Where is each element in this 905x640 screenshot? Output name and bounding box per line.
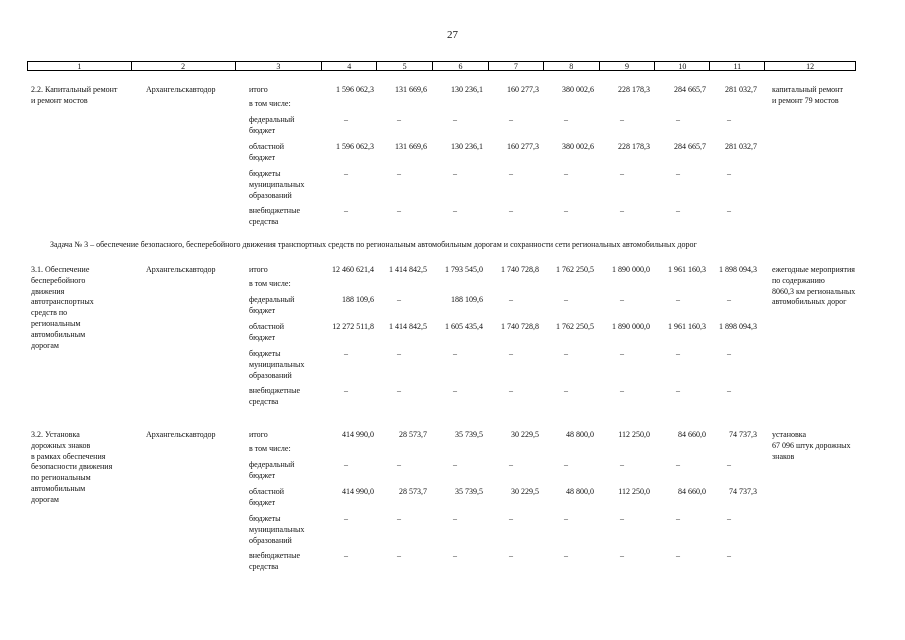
row-extra-dash: – [620,386,624,395]
section-2-name-line: средств по [31,308,68,318]
column-header-5: 5 [377,62,433,70]
row-label-municipal-line: бюджеты [249,169,281,178]
row-municipal-dash: – [509,349,513,358]
row-extra-dash: – [344,551,348,560]
row-municipal-dash: – [509,169,513,178]
row-total-value: 30 229,5 [511,430,539,439]
column-header-10: 10 [655,62,710,70]
row-extra-dash: – [397,551,401,560]
row-label-municipal-line: образований [249,190,292,200]
row-label-regional-line: областной [249,142,285,151]
row-label-extra-line: внебюджетные [249,206,300,215]
section-1-name-line: 2.2. Капитальный ремонт [31,85,118,94]
task-3-heading: Задача № 3 – обеспечение безопасного, бесперебойного движения транспортных средств по региональным автомобильным дорогам и сохранности сети региональных автомобильных дорог [50,240,697,249]
row-label-municipal-line: образований [249,535,292,545]
section-3-executor: Архангельскавтодор [146,430,216,439]
column-header-12: 12 [806,62,815,71]
row-federal-dash: – [509,115,513,124]
row-total-value: 74 737,3 [729,430,757,439]
row-total-value: 281 032,7 [725,85,757,94]
row-label-total: итого [249,265,268,274]
row-total-value: 112 250,0 [618,430,650,439]
row-municipal-dash: – [564,169,568,178]
row-municipal-dash: – [676,169,680,178]
section-2-executor: Архангельскавтодор [146,265,216,274]
section-3-name-line: дорогам [31,494,59,504]
row-label-municipal-line: муниципальных [249,524,305,534]
row-label-federal-line: бюджет [249,305,276,315]
row-total-value: 1 793 545,0 [445,265,483,274]
section-3-name-line: в рамках обеспечения [31,451,106,461]
row-municipal-dash: – [344,169,348,178]
row-regional-value: 112 250,0 [618,487,650,496]
column-header-3: 3 [236,62,323,70]
row-extra-dash: – [676,206,680,215]
row-label-federal-line: бюджет [249,470,276,480]
row-total-value: 1 961 160,3 [668,265,706,274]
row-regional-value: 28 573,7 [399,487,427,496]
section-2-name-line: региональным [31,319,81,328]
section-2-result-line: автомобильных дорог [772,297,847,307]
row-federal-dash: – [620,295,624,304]
column-header-2: 2 [132,62,236,70]
section-2-result-line: по содержанию [772,275,825,285]
row-extra-dash: – [676,551,680,560]
row-total-value: 12 460 621,4 [332,265,374,274]
row-municipal-dash: – [397,514,401,523]
row-federal-dash: – [620,460,624,469]
row-label-extra-line: внебюджетные [249,551,300,560]
row-regional-value: 35 739,5 [455,487,483,496]
row-federal-dash: – [509,295,513,304]
row-federal-dash: – [397,295,401,304]
row-municipal-dash: – [453,349,457,358]
row-total-value: 1 414 842,5 [389,265,427,274]
row-extra-dash: – [564,386,568,395]
row-label-regional-line: бюджет [249,332,276,342]
section-2-name-line: движения [31,286,65,296]
row-label-extra-line: средства [249,561,279,571]
row-extra-dash: – [344,206,348,215]
row-municipal-dash: – [620,349,624,358]
row-label-including: в том числе: [249,99,291,108]
row-label-extra-line: средства [249,396,279,406]
row-extra-dash: – [620,551,624,560]
row-label-regional-line: бюджет [249,152,276,162]
row-municipal-dash: – [453,514,457,523]
row-federal-dash: – [453,115,457,124]
row-extra-dash: – [509,551,513,560]
row-federal-dash: – [397,115,401,124]
section-3-result-line: знаков [772,451,795,461]
row-federal-value: 188 109,6 [342,295,374,304]
row-municipal-dash: – [676,349,680,358]
row-total-value: 1 596 062,3 [336,85,374,94]
row-total-value: 84 660,0 [678,430,706,439]
row-label-regional-line: бюджет [249,497,276,507]
row-total-value: 131 669,6 [395,85,427,94]
row-regional-value: 48 800,0 [566,487,594,496]
row-label-extra-line: внебюджетные [249,386,300,395]
section-3-name-line: дорожных знаков [31,440,91,450]
section-2-name-line: 3.1. Обеспечение [31,265,90,274]
row-extra-dash: – [453,386,457,395]
section-2-name-line: автотранспортных [31,297,94,307]
row-label-municipal-line: образований [249,370,292,380]
row-label-total: итого [249,85,268,94]
section-3-name-line: по региональным [31,473,91,483]
row-extra-dash: – [620,206,624,215]
row-municipal-dash: – [564,514,568,523]
row-extra-dash: – [509,206,513,215]
row-regional-value: 74 737,3 [729,487,757,496]
row-regional-value: 131 669,6 [395,142,427,151]
row-total-value: 130 236,1 [451,85,483,94]
section-2-name-line: бесперебойного [31,275,86,285]
row-total-value: 380 002,6 [562,85,594,94]
row-regional-value: 130 236,1 [451,142,483,151]
row-extra-dash: – [397,206,401,215]
row-extra-dash: – [344,386,348,395]
row-federal-dash: – [344,115,348,124]
row-regional-value: 1 740 728,8 [501,322,539,331]
row-federal-dash: – [620,115,624,124]
row-federal-dash: – [509,460,513,469]
row-total-value: 1 890 000,0 [612,265,650,274]
row-municipal-dash: – [727,514,731,523]
column-header-11: 11 [710,62,765,70]
row-total-value: 48 800,0 [566,430,594,439]
section-3-result-line: установка [772,430,807,439]
row-regional-value: 30 229,5 [511,487,539,496]
row-total-value: 228 178,3 [618,85,650,94]
row-extra-dash: – [676,386,680,395]
row-label-regional-line: областной [249,322,285,331]
row-label-federal-line: бюджет [249,125,276,135]
row-total-value: 1 762 250,5 [556,265,594,274]
column-header-row [27,61,856,71]
section-3-name-line: безопасности движения [31,462,113,472]
row-label-total: итого [249,430,268,439]
row-regional-value: 1 890 000,0 [612,322,650,331]
row-regional-value: 414 990,0 [342,487,374,496]
row-federal-dash: – [676,460,680,469]
column-header-9: 9 [600,62,656,70]
row-regional-value: 1 414 842,5 [389,322,427,331]
row-total-value: 35 739,5 [455,430,483,439]
row-label-federal-line: федеральный [249,295,295,304]
row-total-value: 1 740 728,8 [501,265,539,274]
row-regional-value: 284 665,7 [674,142,706,151]
row-federal-dash: – [727,115,731,124]
row-federal-dash: – [676,115,680,124]
row-municipal-dash: – [727,169,731,178]
row-regional-value: 281 032,7 [725,142,757,151]
row-extra-dash: – [564,206,568,215]
row-municipal-dash: – [727,349,731,358]
row-total-value: 284 665,7 [674,85,706,94]
row-municipal-dash: – [620,514,624,523]
section-1-result-line: капитальный ремонт [772,85,843,94]
column-header-6: 6 [433,62,489,70]
row-regional-value: 160 277,3 [507,142,539,151]
section-2-result-line: 8060,3 км региональных [772,286,856,296]
section-3-name-line: 3.2. Установка [31,430,80,439]
section-3-result-line: 67 096 штук дорожных [772,440,851,450]
row-regional-value: 380 002,6 [562,142,594,151]
row-federal-dash: – [727,295,731,304]
row-total-value: 160 277,3 [507,85,539,94]
row-label-municipal-line: бюджеты [249,514,281,523]
row-label-extra-line: средства [249,216,279,226]
column-header-4: 4 [322,62,377,70]
row-federal-value: 188 109,6 [451,295,483,304]
row-regional-value: 12 272 511,8 [332,322,374,331]
row-extra-dash: – [453,551,457,560]
row-federal-dash: – [344,460,348,469]
section-2-name-line: автомобильным [31,329,86,339]
row-municipal-dash: – [564,349,568,358]
row-regional-value: 1 596 062,3 [336,142,374,151]
row-regional-value: 84 660,0 [678,487,706,496]
row-municipal-dash: – [509,514,513,523]
row-extra-dash: – [397,386,401,395]
row-federal-dash: – [676,295,680,304]
row-federal-dash: – [727,460,731,469]
section-1-name-line: и ремонт мостов [31,95,88,105]
row-municipal-dash: – [397,349,401,358]
section-3-name-line: автомобильным [31,484,86,493]
section-2-name-line: дорогам [31,340,59,350]
row-total-value: 1 898 094,3 [719,265,757,274]
row-federal-dash: – [453,460,457,469]
section-1-executor: Архангельскавтодор [146,85,216,94]
row-extra-dash: – [727,386,731,395]
page-number: 27 [447,29,458,41]
row-regional-value: 228 178,3 [618,142,650,151]
column-header-7: 7 [489,62,544,70]
row-federal-dash: – [564,115,568,124]
row-regional-value: 1 762 250,5 [556,322,594,331]
row-federal-dash: – [397,460,401,469]
row-label-federal-line: федеральный [249,460,295,469]
row-municipal-dash: – [676,514,680,523]
row-municipal-dash: – [453,169,457,178]
row-municipal-dash: – [344,349,348,358]
row-label-including: в том числе: [249,279,291,288]
row-label-municipal-line: муниципальных [249,359,305,369]
row-federal-dash: – [564,460,568,469]
row-federal-dash: – [564,295,568,304]
row-regional-value: 1 898 094,3 [719,322,757,331]
row-label-municipal-line: муниципальных [249,179,305,189]
row-label-federal-line: федеральный [249,115,295,124]
row-regional-value: 1 605 435,4 [445,322,483,331]
row-extra-dash: – [727,206,731,215]
row-extra-dash: – [453,206,457,215]
row-label-including: в том числе: [249,444,291,453]
row-label-regional-line: областной [249,487,285,496]
row-municipal-dash: – [397,169,401,178]
row-regional-value: 1 961 160,3 [668,322,706,331]
row-total-value: 414 990,0 [342,430,374,439]
section-1-result-line: и ремонт 79 мостов [772,95,839,105]
row-municipal-dash: – [620,169,624,178]
row-total-value: 28 573,7 [399,430,427,439]
row-extra-dash: – [509,386,513,395]
column-header-1: 1 [28,62,132,70]
row-municipal-dash: – [344,514,348,523]
column-header-8: 8 [544,62,600,70]
row-extra-dash: – [727,551,731,560]
section-2-result-line: ежегодные мероприятия [772,265,855,274]
row-label-municipal-line: бюджеты [249,349,281,358]
row-extra-dash: – [564,551,568,560]
